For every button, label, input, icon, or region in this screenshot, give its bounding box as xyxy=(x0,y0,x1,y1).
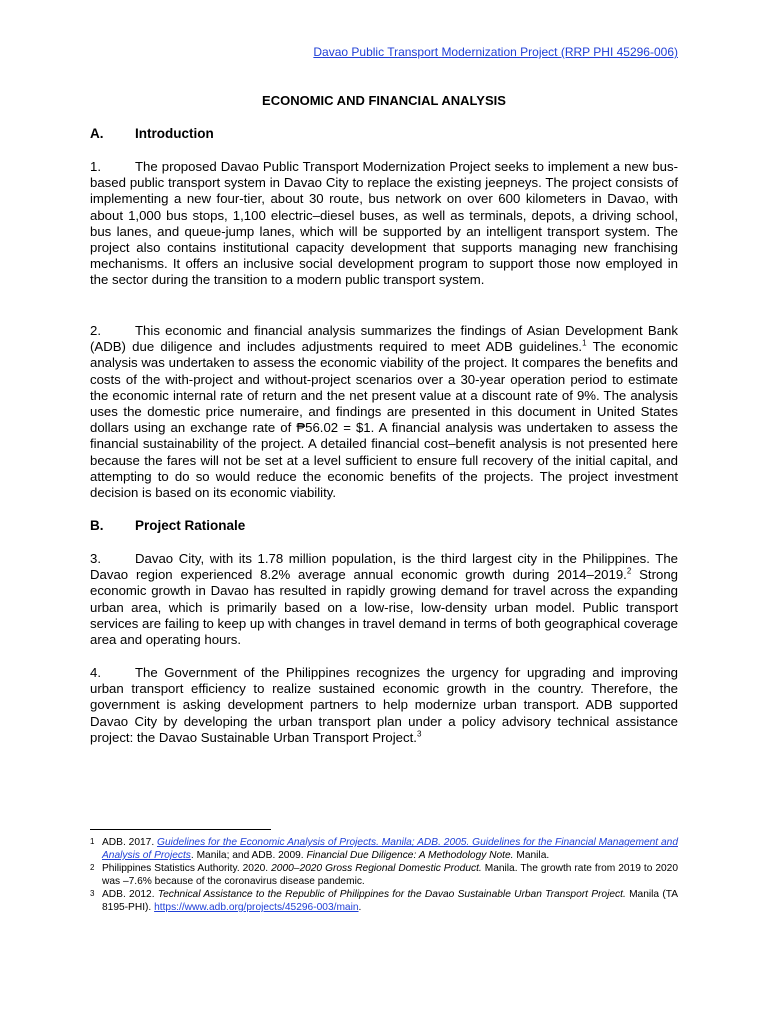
footnote-ref-2[interactable]: 2 xyxy=(626,566,632,576)
paragraph-text: This economic and financial analysis summarizes the findings of Asian Development Bank (ADB) due diligence and includes adjustments required to meet ADB guidelines. xyxy=(90,323,678,355)
footnotes xyxy=(90,836,678,914)
footnote-italic: Technical Assistance to the Republic of Philippines for the Davao Sustainable Urban Transport Project. xyxy=(157,889,626,900)
paragraph-2 xyxy=(90,323,678,501)
footnote-text xyxy=(102,862,678,888)
footnote-italic: 2000–2020 Gross Regional Domestic Product. xyxy=(271,863,482,874)
footnote-post: . xyxy=(358,902,362,913)
footnote-ref-3[interactable]: 3 xyxy=(416,729,422,739)
footnote-mid: Manila (TA 8195-PHI). xyxy=(102,889,678,913)
paragraph-text-cont: Strong economic growth in Davao has resulted in rapidly growing demand for travel across the expanding urban area, which is primarily based on a low-rise, low-density urban model. Public transport services are failing to keep up with changes in travel demand in terms of both geographical coverage area and operating hours. xyxy=(90,567,678,648)
project-reference-link[interactable]: Davao Public Transport Modernization Project (RRP PHI 45296-006) xyxy=(313,45,678,59)
paragraph-number: 1. xyxy=(90,159,101,174)
paragraph-number: 4. xyxy=(90,665,101,680)
paragraph-4 xyxy=(90,665,678,746)
footnote-italic: Financial Due Diligence: A Methodology Note. xyxy=(306,850,514,861)
paragraph-1 xyxy=(90,159,678,289)
footnote-pre: ADB. 2017. xyxy=(102,837,158,848)
paragraph-text-cont: The economic analysis was undertaken to assess the economic viability of the project. It compares the benefits and costs of the with-project and without-project scenarios over a 30-year operation period to estimate the economic internal rate of return and the net present value at a discount rate of 9%. The analysis uses the domestic price numeraire, and findings are presented in this document in United States dollars using an exchange rate of ₱56.02 = $1. A financial analysis was undertaken to assess the financial sustainability of the project. A detailed financial cost–benefit analysis is not presented here because the fares will not be set at a level sufficient to ensure full recovery of the initial capital, and attempting to do so would reduce the economic benefits of the projects. The project investment decision is based on its economic viability. xyxy=(90,339,678,501)
footnote-text xyxy=(102,836,678,862)
footnote-post: Manila. The growth rate from 2019 to 2020 was –7.6% because of the coronavirus disease pandemic. xyxy=(102,863,679,887)
section-title: Project Rationale xyxy=(135,518,246,533)
paragraph-number: 2. xyxy=(90,323,101,338)
section-title: Introduction xyxy=(135,126,214,141)
paragraph-text: The Government of the Philippines recognizes the urgency for upgrading and improving urban transport efficiency to realize sustained economic growth in the country. Therefore, the government is asking development partners to help modernize urban transport. ADB supported Davao City by developing the urban transport plan under a policy advisory technical assistance project: the Davao Sustainable Urban Transport Project. xyxy=(90,665,678,745)
section-heading-introduction xyxy=(90,126,214,141)
footnote-divider xyxy=(90,829,271,830)
paragraph-3 xyxy=(90,551,678,648)
section-letter: B. xyxy=(90,518,104,533)
paragraph-text: Davao City, with its 1.78 million population, is the third largest city in the Philippines. The Davao region experienced 8.2% average annual economic growth during 2014–2019. xyxy=(90,551,678,583)
adb-project-url-link[interactable]: https://www.adb.org/projects/45296-003/main xyxy=(154,902,359,913)
section-heading-project-rationale xyxy=(90,518,245,533)
footnote-mark: 3 xyxy=(90,889,95,898)
paragraph-text: The proposed Davao Public Transport Modernization Project seeks to implement a new bus-based public transport system in Davao City to replace the existing jeepneys. The project consists of implementing a new four-tier, about 30 route, bus network on over 600 kilometers in Davao, with about 1,000 bus stops, 1,100 electric–diesel buses, as well as terminals, depots, a driving school, bus lanes, and queue-jump lanes, which will be supported by an intelligent transport system. The project also contains institutional capacity development that supports managing new franchising mechanisms. It offers an inclusive social development program to support those now employed in the sector during the transition to a modern public transport system. xyxy=(90,159,678,288)
footnote-mark: 1 xyxy=(90,837,95,846)
footnote-pre: ADB. 2012. xyxy=(102,889,158,900)
footnote-post: Manila. xyxy=(513,850,550,861)
footnote-ref-1[interactable]: 1 xyxy=(582,338,587,348)
footnote-mid: . Manila; and ADB. 2009. xyxy=(190,850,307,861)
footnote-pre: Philippines Statistics Authority. 2020. xyxy=(102,863,272,874)
paragraph-number: 3. xyxy=(90,551,101,566)
footnote-mark: 2 xyxy=(90,863,95,872)
footnote-2 xyxy=(90,862,678,888)
section-letter: A. xyxy=(90,126,104,141)
footnote-3 xyxy=(90,888,678,914)
footnote-1 xyxy=(90,836,678,862)
footnote-text xyxy=(102,888,678,914)
page-title: ECONOMIC AND FINANCIAL ANALYSIS xyxy=(262,93,506,108)
guidelines-link[interactable]: Guidelines for the Economic Analysis of Projects. Manila; ADB. 2005. Guidelines for the Financial Management and Analysis of Projects xyxy=(102,837,678,861)
